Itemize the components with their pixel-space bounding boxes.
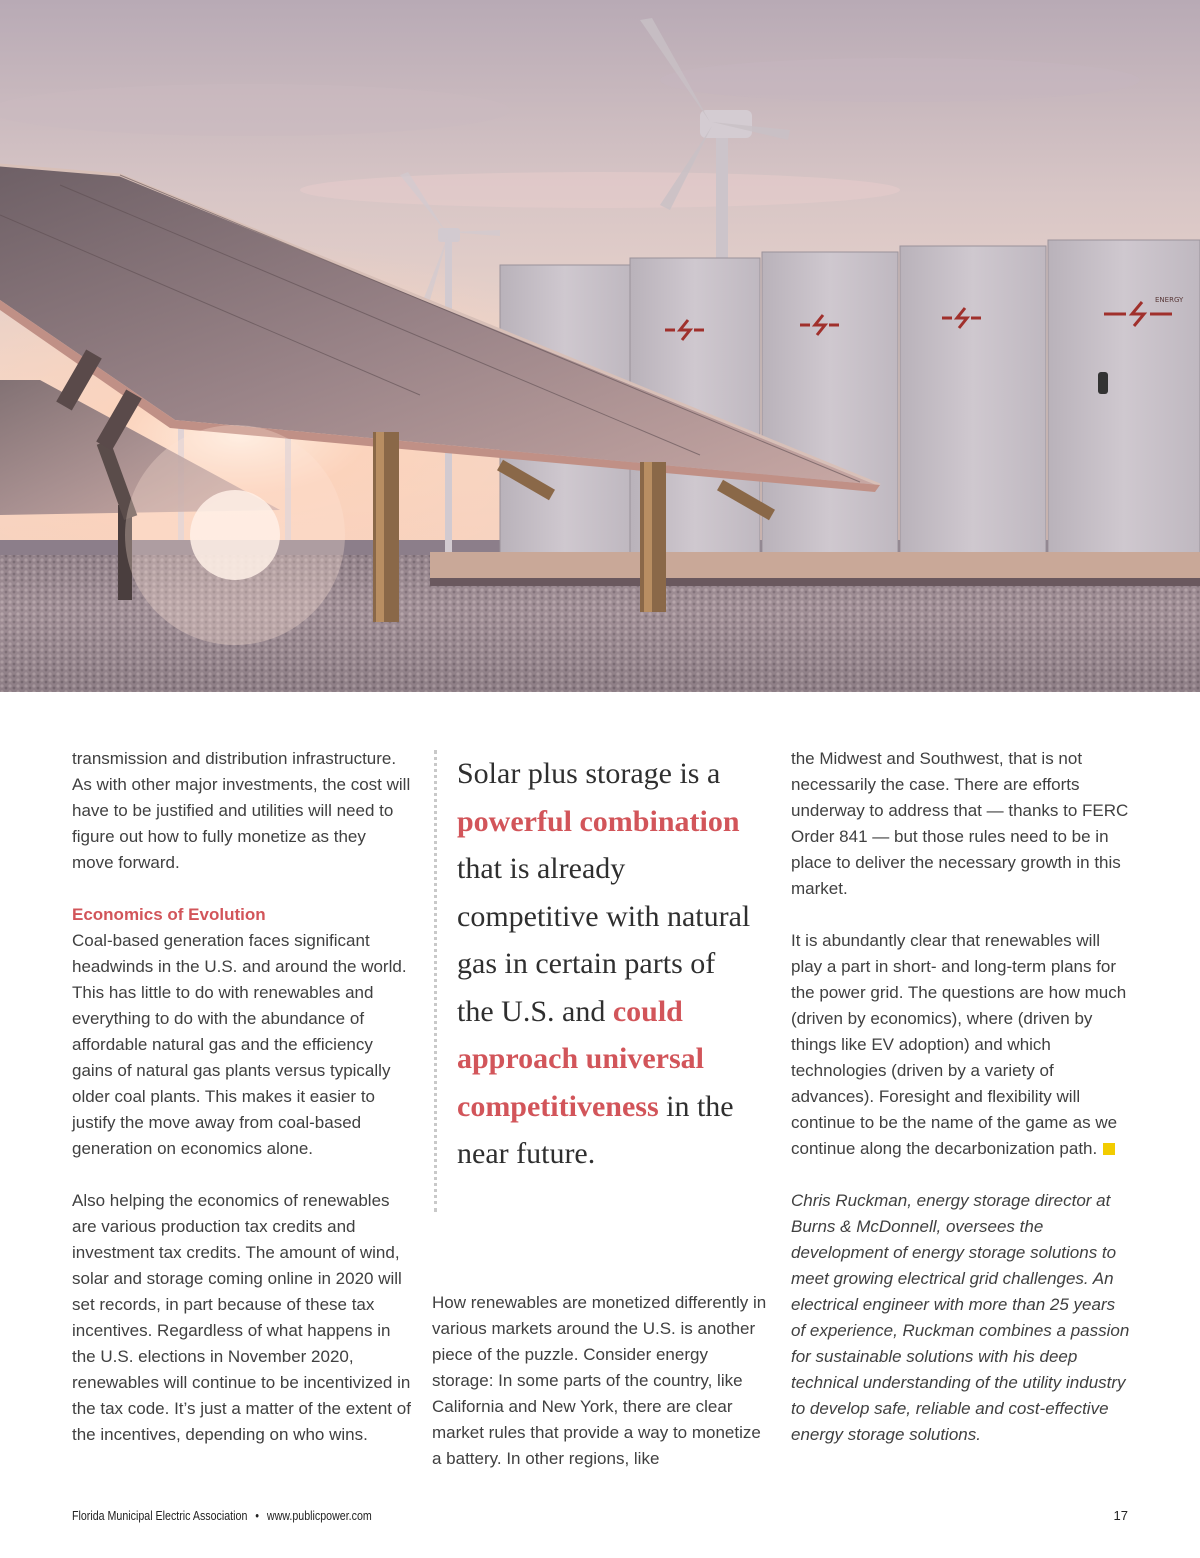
footer-url[interactable]: www.publicpower.com <box>266 1508 372 1523</box>
column-3 <box>791 746 1131 1474</box>
pull-quote-highlight-1: powerful combination <box>457 804 740 838</box>
column-3-paragraph-2 <box>791 928 1131 1162</box>
column-1 <box>72 746 412 1474</box>
pull-quote <box>434 750 754 1212</box>
author-bio: Chris Ruckman, energy storage director at Burns & McDonnell, oversees the development of energy storage solutions to meet growing electrical grid challenges. An electrical engineer with more than 25 years of experience, Ruckman combines a passion for sustainable solutions with his deep technical understanding of the utility industry to develop safe, reliable and cost-effective energy storage solutions. <box>791 1191 1130 1444</box>
page-footer <box>72 1508 1128 1528</box>
section-heading: Economics of Evolution <box>72 905 266 924</box>
footer-publication <box>72 1508 372 1523</box>
cabinet-label: ENERGY <box>1155 296 1184 304</box>
pull-quote-text-3: in the near future. <box>457 1089 734 1170</box>
column-3-paragraph-2-text: It is abundantly clear that renewables will play a part in short- and long-term plans for the power grid. The questions are how much (driven by economics), where (driven by things like EV adoption) and which technologies (driven by a variety of advances). Foresight and flexibility will continue to be the name of the game as we continue along the decarbonization path. <box>791 931 1127 1158</box>
column-1-paragraph-1: transmission and distribution infrastructure. As with other major investments, the cost will have to be justified and utilities will need to figure out how to fully monetize as they move forward. <box>72 749 411 872</box>
hero-image <box>0 0 1200 692</box>
column-2-paragraph-1: How renewables are monetized differently in various markets around the U.S. is another piece of the puzzle. Consider energy storage: In some parts of the country, like California and New York, there are clear market rules that provide a way to monetize a battery. In other regions, like <box>432 1293 767 1468</box>
end-mark-icon <box>1103 1143 1115 1155</box>
column-2 <box>432 1290 772 1472</box>
footer-org: Florida Municipal Electric Association <box>72 1508 248 1523</box>
pull-quote-text-1: Solar plus storage is a <box>457 757 721 790</box>
column-1-paragraph-2: Coal-based generation faces significant headwinds in the U.S. and around the world. This has little to do with renewables and everything to do with the abundance of affordable natural gas and the efficiency gains of natural gas plants versus typically older coal plants. This makes it easier to justify the move away from coal-based generation on economics alone. <box>72 931 407 1158</box>
pull-quote-highlight-2: could approach universal competitiveness <box>457 994 704 1123</box>
footer-bullet: • <box>255 1508 260 1523</box>
page-number: 17 <box>1113 1508 1128 1523</box>
column-3-paragraph-1: the Midwest and Southwest, that is not necessarily the case. There are efforts underway to address that — thanks to FERC Order 841 — but those rules need to be in place to deliver the necessary growth in this market. <box>791 749 1129 898</box>
pull-quote-text-2: that is already competitive with natural gas in certain parts of the U.S. and <box>457 852 751 1028</box>
column-1-paragraph-3: Also helping the economics of renewables are various production tax credits and investment tax credits. The amount of wind, solar and storage coming online in 2020 will set records, in part because of these tax incentives. Regardless of what happens in the U.S. elections in November 2020, renewables will continue to be incentivized in the tax code. It’s just a matter of the extent of the incentives, depending on who wins. <box>72 1191 411 1444</box>
